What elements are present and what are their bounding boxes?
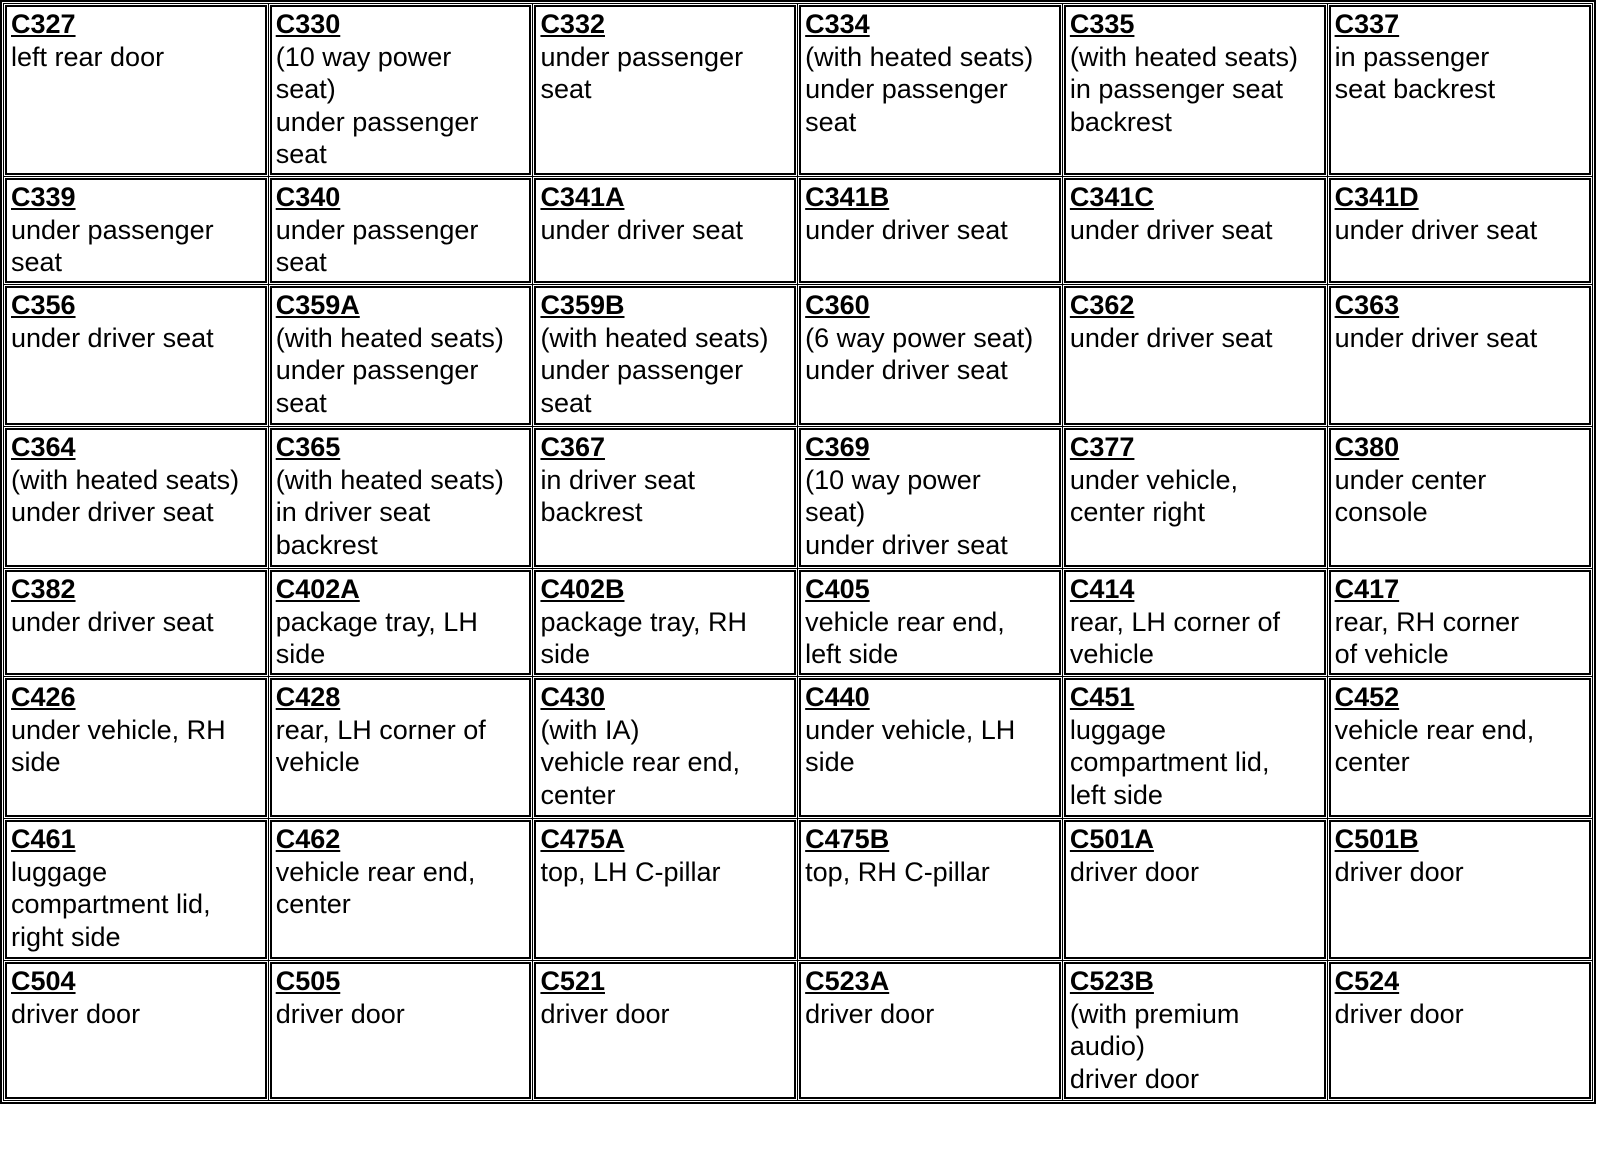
connector-location-text: (with heated seats) xyxy=(540,322,769,353)
table-body xyxy=(5,5,1591,1099)
connector-location-text: under passenger xyxy=(275,214,479,245)
connector-location-text: center right xyxy=(1069,497,1205,528)
connector-location-text: under passenger xyxy=(540,41,744,72)
connector-code: C523B xyxy=(1069,965,1154,996)
connector-location-text: luggage xyxy=(11,856,108,887)
connector-cell xyxy=(270,428,532,567)
connector-cell xyxy=(1064,5,1326,175)
connector-location-text: under passenger xyxy=(275,355,479,386)
connector-cell xyxy=(799,5,1061,175)
connector-location-text: under driver seat xyxy=(1334,214,1538,245)
connector-cell xyxy=(1064,428,1326,567)
connector-cell xyxy=(5,286,267,425)
connector-location-text: seat) xyxy=(805,497,866,528)
connector-cell xyxy=(534,286,796,425)
connector-location-text: of vehicle xyxy=(1334,639,1449,670)
connector-location-text: seat) xyxy=(275,74,336,105)
connector-location-text: in passenger seat xyxy=(1069,74,1284,105)
connector-location-text: driver door xyxy=(540,998,670,1029)
connector-code: C426 xyxy=(11,681,76,712)
connector-location-text: package tray, LH xyxy=(275,606,478,637)
connector-location-text: center xyxy=(1334,747,1410,778)
connector-code: C341B xyxy=(805,181,890,212)
connector-cell xyxy=(5,178,267,283)
connector-cell xyxy=(1064,820,1326,959)
connector-code: C364 xyxy=(11,431,76,462)
table-row xyxy=(5,820,1591,959)
connector-code: C475A xyxy=(540,823,625,854)
connector-code: C363 xyxy=(1334,289,1400,320)
connector-location-text: under driver seat xyxy=(11,497,214,528)
connector-location-text: under center xyxy=(1334,464,1487,495)
connector-cell xyxy=(5,428,267,567)
connector-code: C521 xyxy=(540,965,605,996)
connector-cell xyxy=(270,678,532,817)
connector-code: C405 xyxy=(805,573,870,604)
connector-location-text: seat xyxy=(805,106,857,137)
connector-location-text: under driver seat xyxy=(11,322,214,353)
connector-location-text: top, LH C-pillar xyxy=(540,856,721,887)
connector-location-text: under passenger xyxy=(805,74,1008,105)
connector-cell xyxy=(270,962,532,1099)
connector-code: C340 xyxy=(275,181,341,212)
connector-code: C359A xyxy=(275,289,360,320)
connector-code: C462 xyxy=(275,823,341,854)
connector-code: C356 xyxy=(11,289,76,320)
connector-cell xyxy=(1329,428,1591,567)
connector-location-text: under passenger xyxy=(275,106,479,137)
connector-location-text: driver door xyxy=(1069,856,1199,887)
connector-cell xyxy=(799,178,1061,283)
connector-location-text: rear, LH corner of xyxy=(1069,606,1280,637)
connector-location-text: seat xyxy=(540,74,592,105)
connector-code: C430 xyxy=(540,681,605,712)
connector-location-text: compartment lid, xyxy=(11,889,211,920)
connector-location-text: console xyxy=(1334,497,1428,528)
table-row xyxy=(5,428,1591,567)
connector-code: C369 xyxy=(805,431,870,462)
connector-location-text: under driver seat xyxy=(1069,214,1273,245)
connector-cell xyxy=(534,678,796,817)
connector-code: C335 xyxy=(1069,9,1135,39)
connector-location-text: (with heated seats) xyxy=(275,322,504,353)
connector-code: C341C xyxy=(1069,181,1154,212)
connector-location-text: driver door xyxy=(1069,1063,1199,1094)
connector-cell xyxy=(799,962,1061,1099)
connector-cell xyxy=(1329,286,1591,425)
connector-code: C504 xyxy=(11,965,76,996)
connector-code: C523A xyxy=(805,965,890,996)
connector-location-text: luggage xyxy=(1069,714,1166,745)
connector-code: C362 xyxy=(1069,289,1135,320)
connector-location-text: in passenger xyxy=(1334,41,1490,72)
connector-cell xyxy=(1329,570,1591,675)
connector-code: C341A xyxy=(540,181,625,212)
connector-code: C337 xyxy=(1334,9,1400,39)
connector-cell xyxy=(270,286,532,425)
connector-cell xyxy=(1329,5,1591,175)
connector-cell xyxy=(270,5,532,175)
connector-code: C341D xyxy=(1334,181,1419,212)
connector-location-text: under passenger xyxy=(11,214,214,245)
connector-location-text: seat xyxy=(540,387,592,418)
connector-location-text: driver door xyxy=(805,998,935,1029)
connector-cell xyxy=(5,962,267,1099)
connector-code: C417 xyxy=(1334,573,1400,604)
connector-cell xyxy=(799,820,1061,959)
connector-cell xyxy=(270,820,532,959)
connector-location-text: vehicle rear end, xyxy=(540,747,741,778)
connector-code: C327 xyxy=(11,9,76,39)
connector-location-text: driver door xyxy=(1334,998,1464,1029)
connector-cell xyxy=(799,678,1061,817)
connector-cell xyxy=(534,5,796,175)
connector-location-text: in driver seat xyxy=(275,497,431,528)
connector-location-text: (with IA) xyxy=(540,714,640,745)
connector-cell xyxy=(1329,820,1591,959)
connector-location-text: driver door xyxy=(11,998,141,1029)
connector-location-text: package tray, RH xyxy=(540,606,748,637)
connector-location-text: under vehicle, RH xyxy=(11,714,226,745)
connector-location-text: in driver seat xyxy=(540,464,696,495)
connector-cell xyxy=(270,570,532,675)
connector-location-text: center xyxy=(540,779,616,810)
connector-cell xyxy=(534,570,796,675)
connector-cell xyxy=(5,820,267,959)
connector-location-text: compartment lid, xyxy=(1069,747,1270,778)
connector-code: C524 xyxy=(1334,965,1400,996)
connector-code: C461 xyxy=(11,823,76,854)
connector-location-text: (with heated seats) xyxy=(275,464,504,495)
connector-code: C360 xyxy=(805,289,870,320)
connector-code: C475B xyxy=(805,823,890,854)
connector-location-text: top, RH C-pillar xyxy=(805,856,990,887)
connector-code: C501A xyxy=(1069,823,1154,854)
table-row xyxy=(5,570,1591,675)
connector-code: C505 xyxy=(275,965,341,996)
connector-location-text: seat xyxy=(275,387,327,418)
connector-code: C359B xyxy=(540,289,625,320)
connector-code: C452 xyxy=(1334,681,1400,712)
connector-location-text: backrest xyxy=(540,497,643,528)
connector-location-text: seat xyxy=(275,247,327,278)
connector-cell xyxy=(534,820,796,959)
connector-cell xyxy=(534,428,796,567)
connector-location-text: under driver seat xyxy=(805,214,1008,245)
connector-code: C501B xyxy=(1334,823,1419,854)
connector-location-text: backrest xyxy=(1069,106,1172,137)
connector-location-text: (10 way power xyxy=(805,464,981,495)
table-row xyxy=(5,178,1591,283)
connector-cell xyxy=(799,570,1061,675)
connector-cell xyxy=(5,5,267,175)
connector-location-text: backrest xyxy=(275,529,378,560)
connector-code: C365 xyxy=(275,431,341,462)
connector-location-text: under driver seat xyxy=(11,606,214,637)
connector-location-text: vehicle rear end, xyxy=(805,606,1005,637)
connector-code: C330 xyxy=(275,9,341,39)
connector-location-text: under passenger xyxy=(540,355,744,386)
connector-location-text: left side xyxy=(805,639,899,670)
connector-code: C377 xyxy=(1069,431,1135,462)
table-row xyxy=(5,286,1591,425)
connector-location-text: vehicle xyxy=(275,747,360,778)
connector-cell xyxy=(1064,286,1326,425)
connector-location-text: rear, LH corner of xyxy=(275,714,486,745)
connector-location-text: (with heated seats) xyxy=(805,41,1034,72)
connector-cell xyxy=(270,178,532,283)
connector-cell xyxy=(534,962,796,1099)
connector-location-text: seat backrest xyxy=(1334,74,1496,105)
connector-location-text: under vehicle, LH xyxy=(805,714,1016,745)
connector-cell xyxy=(1064,962,1326,1099)
connector-cell xyxy=(1329,678,1591,817)
connector-code: C402B xyxy=(540,573,625,604)
connector-location-text: (10 way power xyxy=(275,41,452,72)
connector-location-text: vehicle rear end, xyxy=(275,856,476,887)
connector-cell xyxy=(534,178,796,283)
connector-cell xyxy=(1064,570,1326,675)
connector-location-text: side xyxy=(275,639,326,670)
connector-location-text: (with heated seats) xyxy=(1069,41,1298,72)
connector-code: C451 xyxy=(1069,681,1135,712)
connector-location-text: side xyxy=(540,639,590,670)
connector-code: C414 xyxy=(1069,573,1135,604)
connector-location-text: audio) xyxy=(1069,1031,1145,1062)
connector-code: C440 xyxy=(805,681,870,712)
connector-location-text: driver door xyxy=(275,998,405,1029)
connector-cell xyxy=(1064,178,1326,283)
connector-location-text: seat xyxy=(11,247,63,278)
connector-cell xyxy=(5,570,267,675)
connector-location-text: seat xyxy=(275,139,327,170)
connector-code: C382 xyxy=(11,573,76,604)
table-row xyxy=(5,5,1591,175)
connector-location-text: under vehicle, xyxy=(1069,464,1238,495)
connector-location-text: under driver seat xyxy=(1334,322,1538,353)
connector-location-text: rear, RH corner xyxy=(1334,606,1520,637)
connector-location-text: vehicle rear end, xyxy=(1334,714,1535,745)
connector-cell xyxy=(799,286,1061,425)
table-row xyxy=(5,962,1591,1099)
connector-location-text: driver door xyxy=(1334,856,1464,887)
connector-cell xyxy=(1329,178,1591,283)
connector-cell xyxy=(1064,678,1326,817)
connector-location-text: vehicle xyxy=(1069,639,1154,670)
connector-location-text: right side xyxy=(11,921,121,952)
connector-location-text: (with premium xyxy=(1069,998,1240,1029)
connector-location-text: side xyxy=(805,747,855,778)
connector-location-text: left rear door xyxy=(11,41,165,72)
connector-location-text: under driver seat xyxy=(805,529,1008,560)
connector-code: C339 xyxy=(11,181,76,212)
connector-cell xyxy=(1329,962,1591,1099)
connector-location-text: side xyxy=(11,747,61,778)
connector-location-text: left side xyxy=(1069,779,1163,810)
connector-location-text: under driver seat xyxy=(805,355,1008,386)
connector-code: C367 xyxy=(540,431,605,462)
table-row xyxy=(5,678,1591,817)
connector-location-text: center xyxy=(275,889,351,920)
connector-code: C332 xyxy=(540,9,605,39)
connector-location-text: (with heated seats) xyxy=(11,464,240,495)
connector-code: C334 xyxy=(805,9,870,39)
connector-code: C402A xyxy=(275,573,360,604)
connector-location-text: under driver seat xyxy=(540,214,744,245)
connector-code: C428 xyxy=(275,681,341,712)
connector-location-text: under driver seat xyxy=(1069,322,1273,353)
connector-location-text: (6 way power seat) xyxy=(805,322,1034,353)
connector-code: C380 xyxy=(1334,431,1400,462)
connector-cell xyxy=(5,678,267,817)
connector-cell xyxy=(799,428,1061,567)
